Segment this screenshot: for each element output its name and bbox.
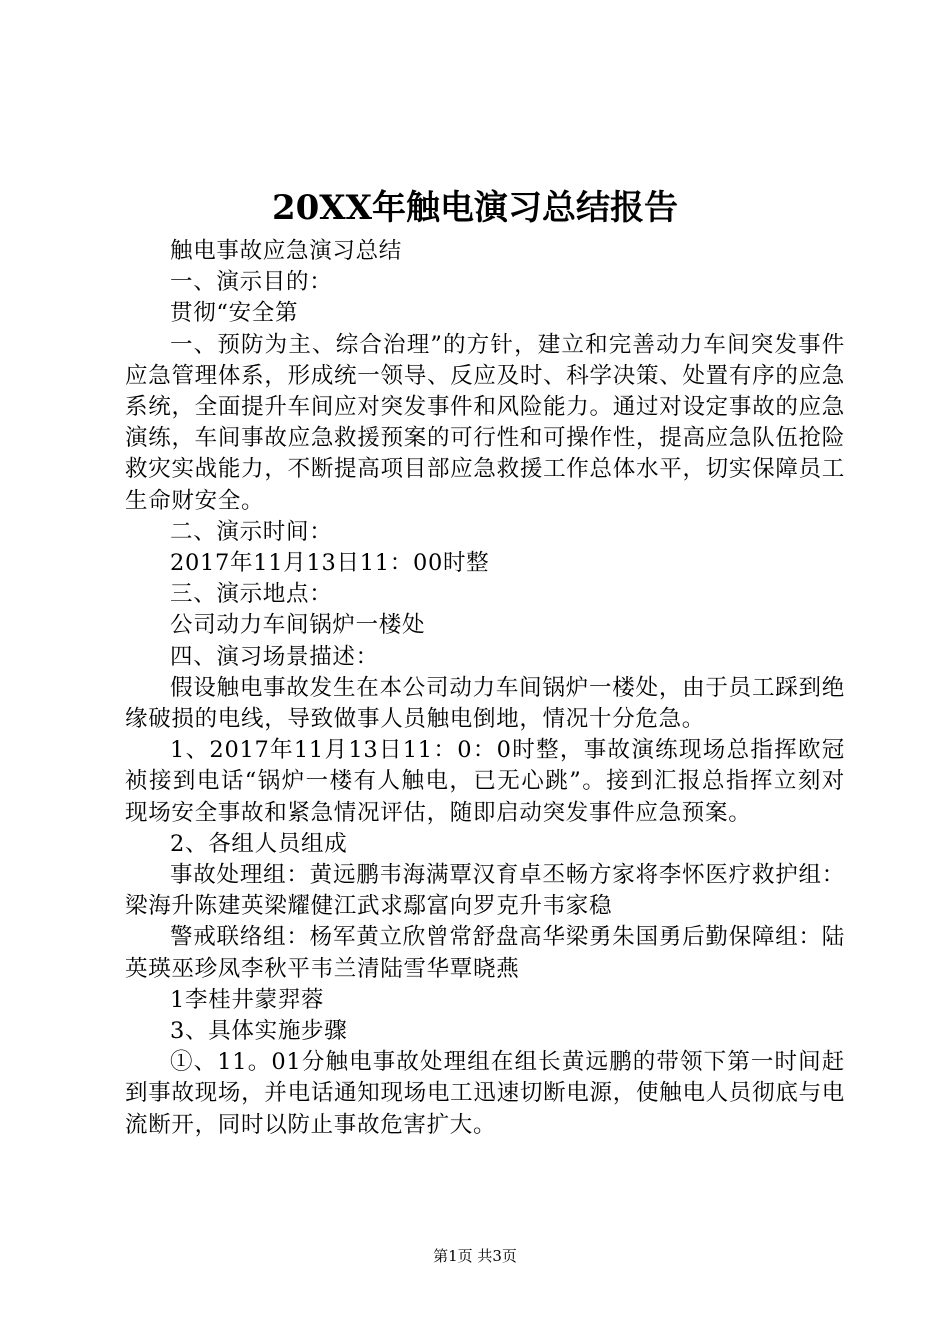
paragraph: 贯彻“安全第 — [170, 300, 299, 327]
paragraph: 1、2017年11月13日11：0：0时整，事故演练现场总指挥欧冠祯接到电话“锅炉一楼有人触电，已无心跳”。接到汇报总指挥立刻对现场安全事故和紧急情况评估，随即启动突发事件应急预案。 — [125, 737, 845, 826]
paragraph: 2、各组人员组成 — [170, 830, 348, 857]
paragraph: 一、演示目的： — [170, 269, 333, 296]
paragraph: 三、演示地点： — [170, 581, 333, 608]
paragraph: 假设触电事故发生在本公司动力车间锅炉一楼处，由于员工踩到绝缘破损的电线，导致做事人员触电倒地，情况十分危急。 — [125, 674, 845, 733]
paragraph: 公司动力车间锅炉一楼处 — [170, 612, 426, 639]
paragraph: 警戒联络组：杨军黄立欣曾常舒盘高华梁勇朱国勇后勤保障组：陆英瑛巫珍凤李秋平韦兰清陆雪华覃晓燕 — [125, 924, 845, 982]
document-title: 20XX年触电演习总结报告 — [271, 188, 679, 228]
page-footer: 第1页 共3页 — [433, 1247, 517, 1265]
paragraph: 二、演示时间： — [170, 518, 333, 545]
paragraph: 1李桂井蒙羿蓉 — [170, 986, 325, 1013]
paragraph: 四、演习场景描述： — [170, 643, 379, 670]
document-body — [125, 236, 845, 1141]
paragraph: 3、具体实施步骤 — [170, 1018, 348, 1045]
paragraph: 2017年11月13日11：00时整 — [170, 550, 490, 577]
paragraph: 触电事故应急演习总结 — [170, 238, 403, 264]
paragraph: 事故处理组：黄远鹏韦海满覃汉育卓丕畅方家将李怀医疗救护组：梁海升陈建英梁耀健江武求鄢富向罗克升韦家稳 — [125, 862, 845, 920]
paragraph: 一、预防为主、综合治理”的方针，建立和完善动力车间突发事件应急管理体系，形成统一领导、反应及时、科学决策、处置有序的应急系统，全面提升车间应对突发事件和风险能力。通过对设定事故的应急演练，车间事故应急救援预案的可行性和可操作性，提高应急队伍抢险救灾实战能力，不断提高项目部应急救援工作总体水平，切实保障员工生命财安全。 — [125, 331, 845, 514]
paragraph: ①、11。01分触电事故处理组在组长黄远鹏的带领下第一时间赶到事故现场，并电话通知现场电工迅速切断电源，使触电人员彻底与电流断开，同时以防止事故危害扩大。 — [125, 1049, 845, 1138]
